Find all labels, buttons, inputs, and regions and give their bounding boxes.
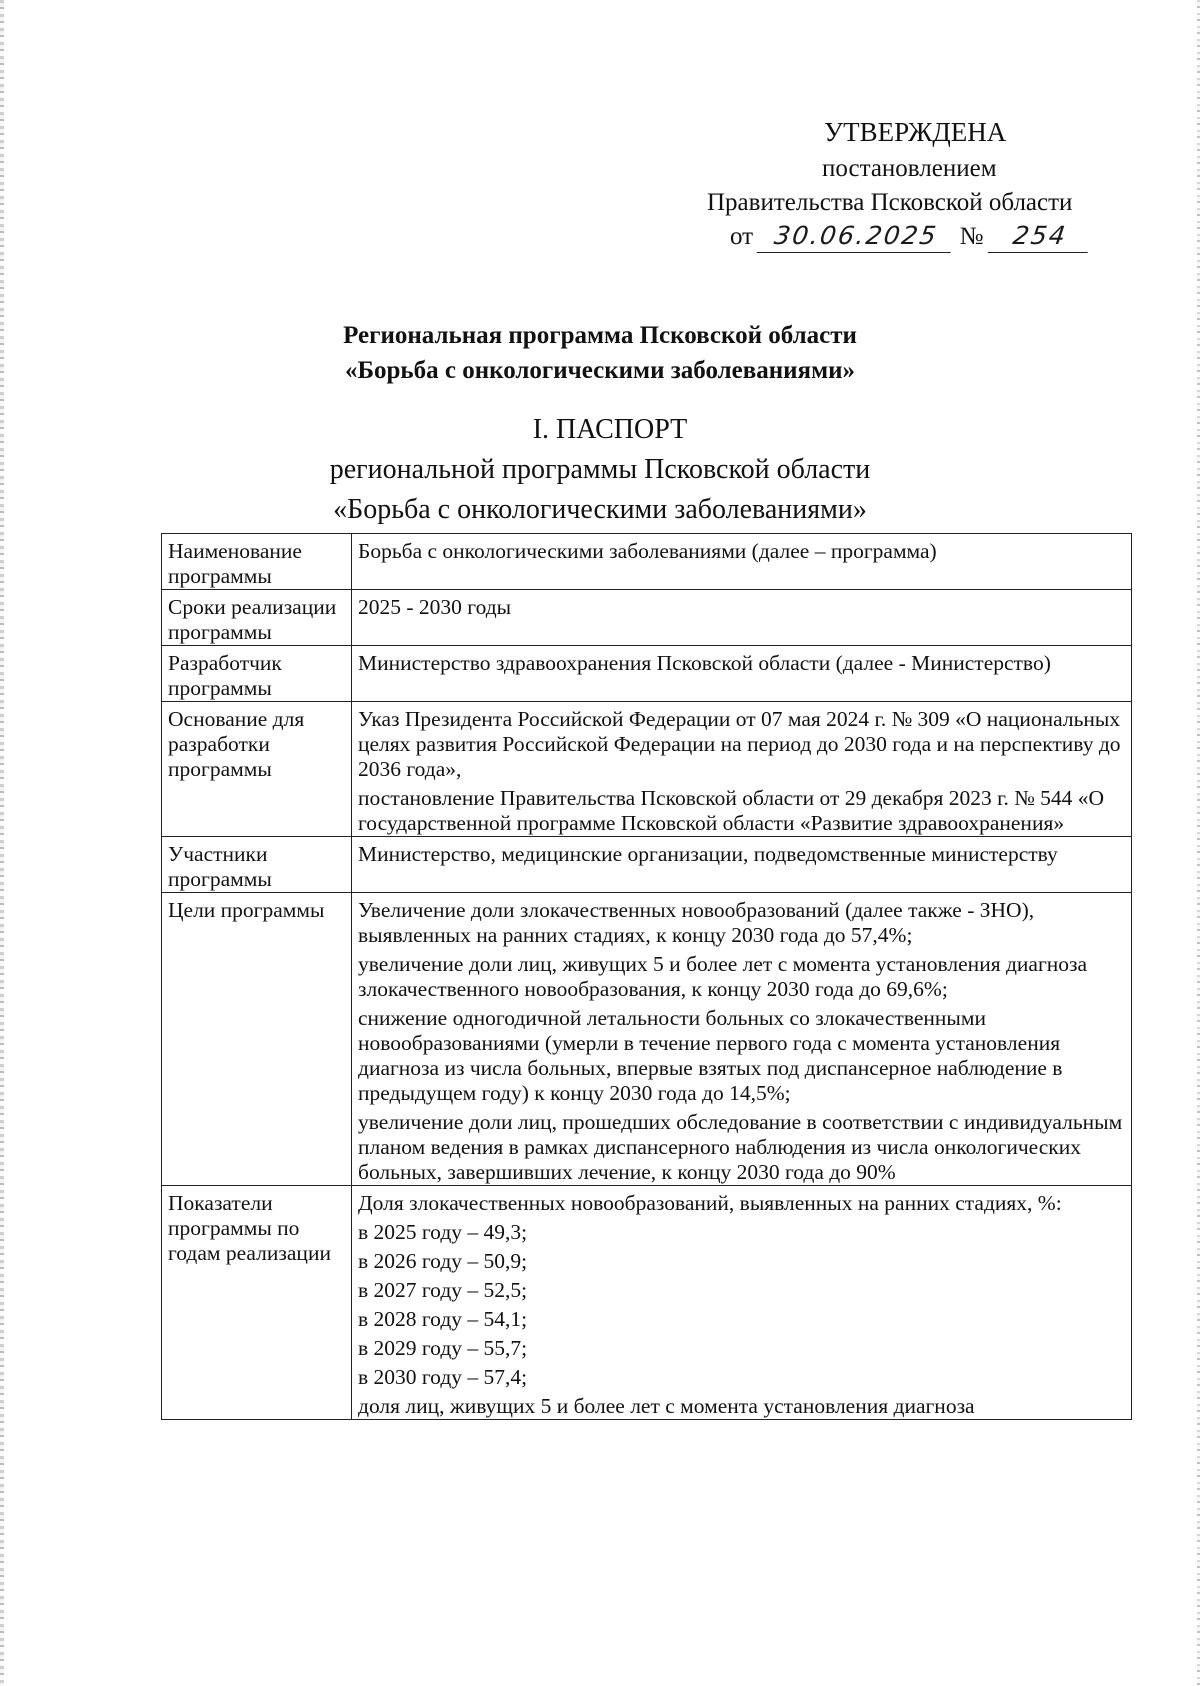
row-value-paragraph: Министерство, медицинские организации, подведомственные министерству [358, 842, 1058, 866]
row-value-paragraph: увеличение доли лиц, прошедших обследование в соответствии с индивидуальным планом ведения в рамках диспансерного наблюдения из числа онкологических больных, завершивших лечение, к концу 2030 года до 90% [358, 1110, 1123, 1184]
title-line-2: «Борьба с онкологическими заболеваниями» [344, 357, 856, 384]
row-value-paragraph: в 2026 году – 50,9; [358, 1249, 528, 1273]
row-value [352, 1186, 1132, 1420]
passport-table [161, 533, 1132, 1420]
table-row [162, 534, 1132, 590]
passport-line-2: «Борьба с онкологическими заболеваниями» [333, 494, 867, 525]
row-label: Наименование программы [162, 534, 352, 590]
row-value-paragraph: в 2029 году – 55,7; [358, 1336, 528, 1360]
row-label: Показатели программы по годам реализации [162, 1186, 352, 1420]
row-value-paragraph: Указ Президента Российской Федерации от 07 мая 2024 г. № 309 «О национальных целях развития Российской Федерации на период до 2030 года и на перспективу до 2036 года», [358, 707, 1121, 781]
table-row [162, 1186, 1132, 1420]
table-row [162, 646, 1132, 702]
row-value [352, 837, 1132, 893]
row-value [352, 646, 1132, 702]
row-value [352, 702, 1132, 837]
approval-date: 30.06.2025 [757, 219, 956, 253]
row-label: Цели программы [162, 893, 352, 1186]
row-label: Основание для разработки программы [162, 702, 352, 837]
row-label: Разработчик программы [162, 646, 352, 702]
approval-status: УТВЕРЖДЕНА [824, 117, 1007, 147]
approval-number: 254 [987, 219, 1092, 253]
row-value-paragraph: постановление Правительства Псковской области от 29 декабря 2023 г. № 544 «О государственной программе Псковской области «Развитие здравоохранения» [358, 786, 1105, 835]
passport-title: I. ПАСПОРТ [532, 414, 688, 445]
row-value-paragraph: Доля злокачественных новообразований, выявленных на ранних стадиях, %: [358, 1191, 1062, 1215]
table-row [162, 837, 1132, 893]
scan-edge-left [0, 0, 4, 1686]
row-value-paragraph: доля лиц, живущих 5 и более лет с момента установления диагноза [358, 1394, 975, 1418]
row-value [352, 534, 1132, 590]
row-value-paragraph: увеличение доли лиц, живущих 5 и более лет с момента установления диагноза злокачественного новообразования, к концу 2030 года до 69,6%; [358, 952, 1088, 1001]
approval-authority: Правительства Псковской области [707, 189, 1073, 216]
row-value-paragraph: в 2030 году – 57,4; [358, 1365, 528, 1389]
row-value-paragraph: 2025 - 2030 годы [358, 595, 512, 619]
row-value-paragraph: в 2025 году – 49,3; [358, 1220, 528, 1244]
date-prefix: от [730, 223, 754, 250]
table-row [162, 590, 1132, 646]
row-label: Сроки реализации программы [162, 590, 352, 646]
passport-line-1: региональной программы Псковской области [329, 454, 871, 485]
approval-by: постановлением [822, 155, 997, 182]
row-value-paragraph: Увеличение доли злокачественных новообразований (далее также - ЗНО), выявленных на ранних стадиях, к концу 2030 года до 57,4%; [358, 898, 1035, 947]
row-value [352, 590, 1132, 646]
table-row [162, 893, 1132, 1186]
document-title [0, 318, 1200, 388]
number-sign: № [959, 223, 984, 250]
row-value-paragraph: снижение одногодичной летальности больных со злокачественными новообразованиями (умерли в течение первого года с момента установления диагноза из числа больных, впервые взятых под диспансерное наблюдение в предыдущем году) к концу 2030 года до 14,5%; [358, 1006, 1063, 1105]
row-value-paragraph: в 2027 году – 52,5; [358, 1278, 528, 1302]
row-label: Участники программы [162, 837, 352, 893]
table-row [162, 702, 1132, 837]
row-value [352, 893, 1132, 1186]
row-value-paragraph: Борьба с онкологическими заболеваниями (далее – программа) [358, 539, 937, 563]
title-line-1: Региональная программа Псковской области [343, 322, 857, 349]
row-value-paragraph: Министерство здравоохранения Псковской области (далее - Министерство) [358, 651, 1051, 675]
approval-date-line [730, 219, 1090, 253]
row-value-paragraph: в 2028 году – 54,1; [358, 1307, 528, 1331]
passport-heading [0, 410, 1200, 530]
